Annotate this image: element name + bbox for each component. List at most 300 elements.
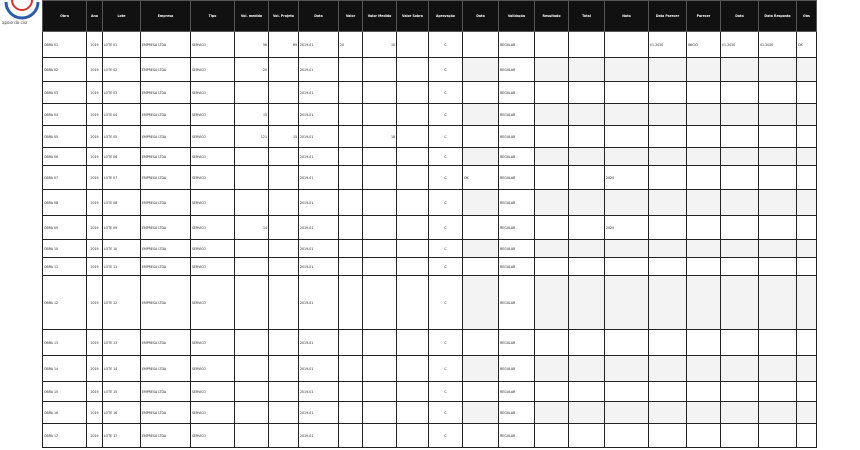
data-table: [42, 0, 817, 448]
table-cell: EMPRESA LTDA: [141, 258, 191, 276]
table-cell: [569, 126, 605, 148]
table-cell: [463, 424, 499, 448]
table-cell: [569, 356, 605, 382]
table-cell: [569, 82, 605, 104]
table-row: [43, 32, 817, 58]
table-cell: SERVICO: [191, 190, 235, 216]
table-cell: REGULAR: [499, 216, 535, 240]
table-cell: [721, 58, 759, 82]
table-cell: [269, 82, 299, 104]
table-cell: 2019: [87, 58, 103, 82]
table-cell: [649, 330, 687, 356]
table-row: [43, 382, 817, 402]
table-cell: [569, 58, 605, 82]
table-cell: OBRA 17: [43, 424, 87, 448]
logo-caption: apoio do cisr: [2, 20, 28, 25]
table-cell: [339, 216, 363, 240]
table-cell: REGULAR: [499, 276, 535, 330]
table-cell: 2019: [87, 240, 103, 258]
table-cell: REGULAR: [499, 126, 535, 148]
table-cell: [569, 148, 605, 166]
table-cell: [649, 190, 687, 216]
table-cell: EMPRESA LTDA: [141, 190, 191, 216]
table-row: [43, 240, 817, 258]
table-cell: [269, 166, 299, 190]
table-cell: [463, 32, 499, 58]
table-cell: [605, 126, 649, 148]
table-cell: [649, 402, 687, 424]
table-cell: [759, 82, 797, 104]
table-cell: [397, 82, 429, 104]
table-cell: [649, 424, 687, 448]
table-cell: [605, 104, 649, 126]
table-cell: [363, 424, 397, 448]
table-cell: [535, 32, 569, 58]
table-cell: [463, 330, 499, 356]
table-cell: [339, 126, 363, 148]
table-cell: [397, 216, 429, 240]
table-cell: [569, 216, 605, 240]
table-cell: C: [429, 166, 463, 190]
table-cell: 2019-01: [299, 382, 339, 402]
data-table-container: [42, 0, 816, 448]
table-cell: SERVICO: [191, 104, 235, 126]
table-cell: [605, 240, 649, 258]
table-cell: OBRA 09: [43, 216, 87, 240]
table-cell: REGULAR: [499, 58, 535, 82]
table-cell: LOTE 02: [103, 58, 141, 82]
table-cell: REGULAR: [499, 330, 535, 356]
column-header: Data: [299, 1, 339, 32]
table-cell: [797, 190, 817, 216]
table-cell: [397, 240, 429, 258]
table-cell: [269, 190, 299, 216]
table-cell: [721, 104, 759, 126]
table-cell: [235, 424, 269, 448]
table-cell: 14: [235, 216, 269, 240]
table-cell: [339, 402, 363, 424]
table-cell: OBRA 15: [43, 382, 87, 402]
table-cell: [235, 258, 269, 276]
table-cell: REGULAR: [499, 32, 535, 58]
column-header: Tipo: [191, 1, 235, 32]
table-cell: [721, 216, 759, 240]
table-cell: [463, 58, 499, 82]
table-cell: C: [429, 82, 463, 104]
table-cell: [535, 126, 569, 148]
table-cell: OBRA 13: [43, 330, 87, 356]
table-cell: [339, 258, 363, 276]
table-cell: [605, 382, 649, 402]
table-cell: [463, 148, 499, 166]
table-cell: OBRA 16: [43, 402, 87, 424]
table-cell: LOTE 04: [103, 104, 141, 126]
table-cell: [687, 402, 721, 424]
table-cell: [687, 58, 721, 82]
column-header: Valor Medido: [363, 1, 397, 32]
table-cell: [649, 82, 687, 104]
table-cell: 2019-01: [299, 126, 339, 148]
table-cell: [269, 276, 299, 330]
table-cell: [605, 32, 649, 58]
table-cell: [363, 402, 397, 424]
table-cell: [363, 58, 397, 82]
table-cell: [235, 240, 269, 258]
table-cell: [235, 276, 269, 330]
table-cell: [759, 330, 797, 356]
table-cell: [363, 382, 397, 402]
table-cell: [269, 356, 299, 382]
table-row: [43, 104, 817, 126]
table-row: [43, 356, 817, 382]
table-cell: [339, 166, 363, 190]
table-cell: [339, 148, 363, 166]
table-cell: [797, 382, 817, 402]
table-cell: [569, 258, 605, 276]
table-cell: [397, 424, 429, 448]
table-cell: 15: [235, 104, 269, 126]
table-cell: [797, 166, 817, 190]
table-cell: C: [429, 382, 463, 402]
table-cell: [797, 216, 817, 240]
table-cell: [235, 190, 269, 216]
table-cell: [797, 356, 817, 382]
table-cell: [363, 148, 397, 166]
table-cell: LOTE 17: [103, 424, 141, 448]
table-cell: [687, 258, 721, 276]
table-cell: [721, 402, 759, 424]
table-cell: [463, 104, 499, 126]
table-cell: 2019-01: [299, 240, 339, 258]
table-cell: [687, 330, 721, 356]
table-cell: [269, 148, 299, 166]
table-cell: [649, 356, 687, 382]
table-cell: 2019-01: [299, 356, 339, 382]
table-cell: LOTE 14: [103, 356, 141, 382]
table-cell: REGULAR: [499, 190, 535, 216]
column-header: Aprovação: [429, 1, 463, 32]
table-cell: [759, 424, 797, 448]
table-cell: [535, 104, 569, 126]
table-cell: [569, 276, 605, 330]
table-cell: [535, 382, 569, 402]
column-header: Vol. medido: [235, 1, 269, 32]
table-cell: [687, 424, 721, 448]
table-cell: OBRA 08: [43, 190, 87, 216]
table-cell: [569, 382, 605, 402]
table-cell: REGULAR: [499, 382, 535, 402]
table-cell: 20: [339, 32, 363, 58]
table-cell: [759, 104, 797, 126]
table-cell: [339, 382, 363, 402]
table-cell: SERVICO: [191, 126, 235, 148]
table-cell: 2019: [87, 148, 103, 166]
table-cell: C: [429, 148, 463, 166]
table-cell: SERVICO: [191, 58, 235, 82]
table-cell: [339, 276, 363, 330]
table-cell: 20: [235, 58, 269, 82]
table-cell: [721, 258, 759, 276]
table-cell: [687, 104, 721, 126]
table-cell: OBRA 14: [43, 356, 87, 382]
table-cell: [397, 258, 429, 276]
table-cell: 2019-01: [299, 258, 339, 276]
table-cell: [721, 82, 759, 104]
table-cell: [721, 330, 759, 356]
table-cell: OBRA 03: [43, 82, 87, 104]
table-cell: 2019-01: [299, 276, 339, 330]
table-cell: [269, 58, 299, 82]
column-header: Valor: [339, 1, 363, 32]
table-cell: LOTE 08: [103, 190, 141, 216]
table-cell: [269, 330, 299, 356]
table-cell: LOTE 01: [103, 32, 141, 58]
table-cell: 15: [269, 126, 299, 148]
table-row: [43, 330, 817, 356]
table-cell: [759, 148, 797, 166]
table-cell: OK: [463, 166, 499, 190]
table-cell: 2019-01: [299, 424, 339, 448]
table-cell: [649, 258, 687, 276]
table-cell: [687, 148, 721, 166]
table-cell: [397, 382, 429, 402]
table-cell: [235, 382, 269, 402]
table-cell: [605, 402, 649, 424]
table-cell: SERVICO: [191, 166, 235, 190]
table-cell: [649, 104, 687, 126]
table-cell: SERVICO: [191, 32, 235, 58]
table-cell: 2020: [605, 216, 649, 240]
table-cell: [605, 424, 649, 448]
table-cell: [797, 424, 817, 448]
table-cell: OBRA 12: [43, 276, 87, 330]
table-cell: [397, 104, 429, 126]
table-cell: REGULAR: [499, 148, 535, 166]
table-cell: [797, 104, 817, 126]
table-cell: LOTE 10: [103, 240, 141, 258]
table-cell: [649, 148, 687, 166]
table-cell: OBRA 05: [43, 126, 87, 148]
table-cell: [463, 382, 499, 402]
table-cell: [649, 382, 687, 402]
table-cell: [569, 104, 605, 126]
table-cell: EMPRESA LTDA: [141, 32, 191, 58]
table-cell: 2019-01: [299, 104, 339, 126]
table-cell: OBRA 01: [43, 32, 87, 58]
table-cell: [721, 240, 759, 258]
table-cell: C: [429, 330, 463, 356]
table-cell: [569, 330, 605, 356]
table-cell: [535, 240, 569, 258]
table-cell: REGULAR: [499, 356, 535, 382]
table-cell: LOTE 16: [103, 402, 141, 424]
column-header: Lote: [103, 1, 141, 32]
table-cell: 121: [235, 126, 269, 148]
table-row: [43, 82, 817, 104]
table-cell: [687, 276, 721, 330]
table-cell: [721, 382, 759, 402]
logo: [0, 0, 42, 40]
table-cell: [397, 356, 429, 382]
table-cell: LOTE 09: [103, 216, 141, 240]
table-cell: 2019-01: [299, 190, 339, 216]
table-cell: OBRA 07: [43, 166, 87, 190]
table-cell: 2019: [87, 104, 103, 126]
table-cell: [759, 402, 797, 424]
column-header: Data Resposta: [759, 1, 797, 32]
table-cell: [605, 356, 649, 382]
table-cell: [235, 82, 269, 104]
table-cell: C: [429, 402, 463, 424]
table-cell: [797, 258, 817, 276]
table-cell: [363, 104, 397, 126]
table-cell: LOTE 13: [103, 330, 141, 356]
table-cell: [721, 424, 759, 448]
table-cell: [339, 82, 363, 104]
table-cell: 2019-01: [299, 402, 339, 424]
table-cell: [687, 216, 721, 240]
table-cell: C: [429, 240, 463, 258]
table-cell: EMPRESA LTDA: [141, 126, 191, 148]
table-cell: [363, 190, 397, 216]
table-cell: [535, 330, 569, 356]
table-cell: 01-2020: [649, 32, 687, 58]
table-cell: 2019: [87, 32, 103, 58]
table-cell: [759, 258, 797, 276]
table-cell: [605, 276, 649, 330]
table-cell: 2019: [87, 424, 103, 448]
table-cell: [797, 126, 817, 148]
table-cell: [649, 216, 687, 240]
table-cell: [649, 126, 687, 148]
table-cell: EMPRESA LTDA: [141, 424, 191, 448]
table-cell: OBRA 10: [43, 240, 87, 258]
table-cell: EMPRESA LTDA: [141, 216, 191, 240]
table-cell: [235, 402, 269, 424]
table-cell: C: [429, 104, 463, 126]
table-cell: OK: [797, 32, 817, 58]
column-header: Valor Sobra: [397, 1, 429, 32]
table-cell: [759, 190, 797, 216]
table-cell: EMPRESA LTDA: [141, 402, 191, 424]
table-cell: [363, 258, 397, 276]
table-cell: [535, 258, 569, 276]
table-cell: [569, 402, 605, 424]
table-row: [43, 402, 817, 424]
table-cell: [569, 166, 605, 190]
table-cell: [463, 82, 499, 104]
column-header: Validação: [499, 1, 535, 32]
column-header: Obs: [797, 1, 817, 32]
table-cell: [535, 190, 569, 216]
table-cell: [797, 58, 817, 82]
table-cell: LOTE 15: [103, 382, 141, 402]
table-cell: [339, 424, 363, 448]
table-cell: [339, 58, 363, 82]
table-cell: LOTE 11: [103, 258, 141, 276]
table-cell: [363, 240, 397, 258]
table-cell: C: [429, 126, 463, 148]
table-cell: [721, 190, 759, 216]
table-cell: [535, 276, 569, 330]
table-cell: OBRA 04: [43, 104, 87, 126]
table-cell: [363, 276, 397, 330]
table-cell: [797, 82, 817, 104]
table-cell: [687, 240, 721, 258]
table-cell: [535, 402, 569, 424]
table-cell: 2019: [87, 330, 103, 356]
table-cell: [797, 240, 817, 258]
table-cell: REGULAR: [499, 104, 535, 126]
table-row: [43, 126, 817, 148]
table-cell: 2019: [87, 82, 103, 104]
table-cell: [797, 402, 817, 424]
column-header: Data: [463, 1, 499, 32]
table-cell: 2019-01: [299, 148, 339, 166]
table-cell: SERVICO: [191, 148, 235, 166]
table-cell: [721, 356, 759, 382]
table-cell: 2019-01: [299, 166, 339, 190]
table-row: [43, 424, 817, 448]
table-cell: [797, 330, 817, 356]
table-cell: [649, 276, 687, 330]
table-cell: OBRA 06: [43, 148, 87, 166]
table-cell: [363, 166, 397, 190]
table-cell: [463, 216, 499, 240]
table-cell: [535, 356, 569, 382]
table-cell: EMPRESA LTDA: [141, 166, 191, 190]
table-cell: [363, 356, 397, 382]
table-cell: [605, 82, 649, 104]
table-cell: 2019: [87, 190, 103, 216]
table-cell: EMPRESA LTDA: [141, 104, 191, 126]
table-cell: 2019: [87, 166, 103, 190]
table-cell: [687, 190, 721, 216]
table-cell: [463, 240, 499, 258]
table-cell: SERVICO: [191, 382, 235, 402]
table-cell: 69: [269, 32, 299, 58]
table-cell: EMPRESA LTDA: [141, 58, 191, 82]
table-cell: [535, 148, 569, 166]
table-cell: 10: [363, 32, 397, 58]
table-cell: OBRA 02: [43, 58, 87, 82]
table-cell: [397, 148, 429, 166]
table-cell: REGULAR: [499, 402, 535, 424]
table-cell: REGULAR: [499, 424, 535, 448]
table-row: [43, 166, 817, 190]
table-cell: LOTE 06: [103, 148, 141, 166]
table-cell: SERVICO: [191, 258, 235, 276]
table-cell: [535, 82, 569, 104]
column-header: Empresa: [141, 1, 191, 32]
table-cell: [759, 240, 797, 258]
column-header: Total: [569, 1, 605, 32]
table-cell: [397, 276, 429, 330]
table-cell: C: [429, 258, 463, 276]
table-cell: EMPRESA LTDA: [141, 276, 191, 330]
table-cell: 2019: [87, 126, 103, 148]
table-cell: LOTE 07: [103, 166, 141, 190]
table-cell: SERVICO: [191, 330, 235, 356]
table-cell: [339, 104, 363, 126]
table-cell: [463, 126, 499, 148]
column-header: Parecer: [687, 1, 721, 32]
table-cell: [235, 356, 269, 382]
table-cell: [397, 330, 429, 356]
table-cell: C: [429, 216, 463, 240]
table-cell: [687, 356, 721, 382]
table-row: [43, 148, 817, 166]
